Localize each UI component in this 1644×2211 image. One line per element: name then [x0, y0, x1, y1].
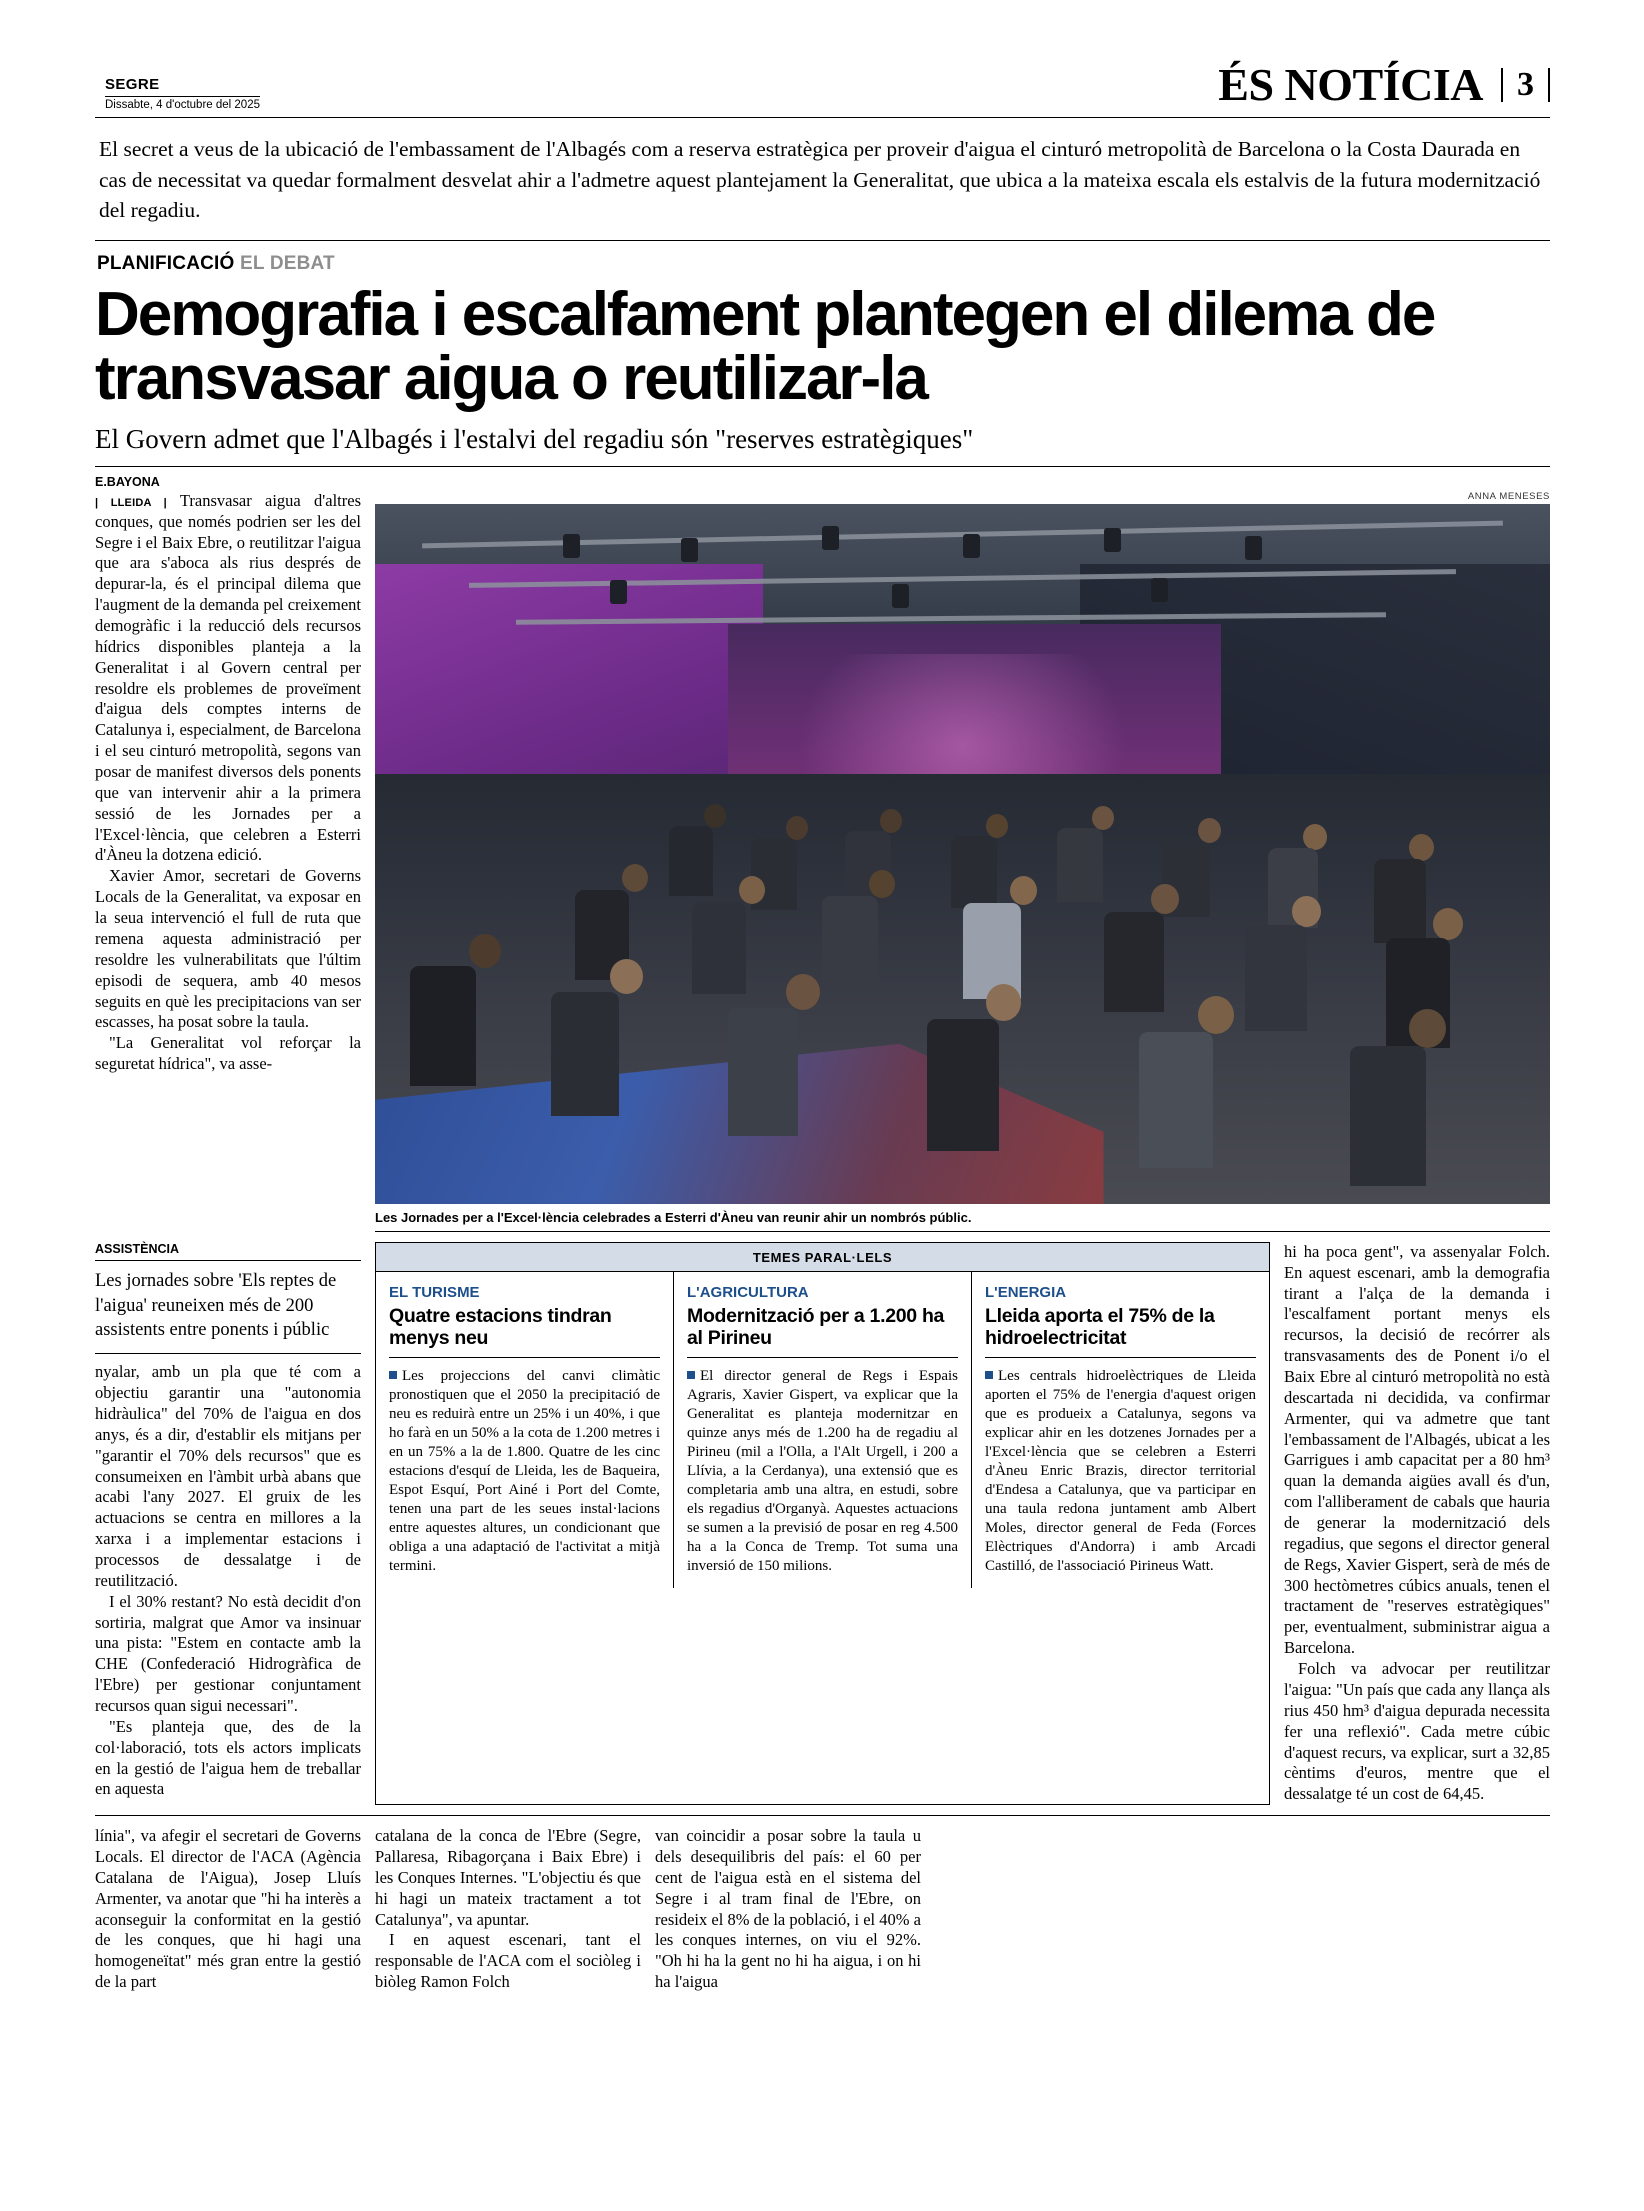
article-body-col4b [655, 1826, 921, 1993]
photo-image [375, 504, 1550, 1204]
article-body-col1b [95, 1362, 361, 1800]
paragraph-text: "La Generalitat vol reforçar la seguretat hídrica", va asse- [95, 1033, 361, 1074]
photo-person [739, 876, 765, 904]
photo-person [822, 896, 878, 988]
photo-credit: ANNA MENESES [1467, 490, 1550, 502]
masthead-left [95, 76, 260, 111]
photo-person [1092, 806, 1114, 830]
photo-stage-light [822, 526, 839, 550]
byline-row [95, 467, 1550, 489]
photo-caption: Les Jornades per a l'Excel·lència celebrades a Esterri d'Àneu van reunir ahir un nombrós públic. [375, 1204, 1550, 1232]
paragraph: hi ha poca gent", va assenyalar Folch. En aquest escenari, amb la demografia tirant a l'alça de la demanda i l'escalfament portant menys els recursos, la decisió de recórrer als transvasaments des de Ponent i/o el Baix Ebre al cinturó metropolità no està descartada ni decidida, va confirmar Armenter, qui va admetre que tant l'embassament de l'Albagés, ubicat a les Garrigues i amb capacitat per a 80 hm³ quan la demanda aigües avall és d'un, com l'alliberament de cabals que hauria de generar la modernització dels regadius, que segons el director general de Regs, Xavier Gispert, serà de més de 300 hectòmetres cúbics anuals, tenen el tractament de "reserves estratègiques" per, eventualment, subministrar aigua a Barcelona. [1284, 1241, 1550, 1658]
photo-person [1292, 896, 1321, 927]
photo-person [1198, 818, 1221, 843]
assistencia-column [95, 1242, 361, 1805]
page-sheet [95, 58, 1550, 2148]
parallel-topics-header: TEMES PARAL·LELS [376, 1243, 1269, 1272]
topic-body [985, 1367, 1256, 1577]
paragraph [95, 491, 361, 866]
lower-region [95, 1242, 1550, 1805]
paragraph: Folch va advocar per reutilitzar l'aigua: "Un país que cada any llança als rius 450 hm³ d'aigua depurada necessita fer una reflexió". Cada metre cúbic d'aquest recurs, va explicar, surt a 32,85 cèntims d'euros, mentre que el dessalatge té un cost de 64,45. [1284, 1659, 1550, 1804]
photo-stage-light [610, 580, 627, 604]
topic-body [687, 1367, 958, 1577]
photo-person [1409, 1009, 1446, 1048]
parallel-topics-columns [376, 1272, 1269, 1589]
bottom-column-3 [655, 1826, 921, 1993]
issue-date: Dissabte, 4 d'octubre del 2025 [105, 96, 260, 111]
photo-person [986, 984, 1021, 1021]
bottom-column-2 [375, 1826, 641, 1993]
photo-block [375, 491, 1550, 1232]
topic-body-text: Les projeccions del canvi climàtic pronostiquen que el 2050 la precipitació de neu es reduirà entre un 25% i un 40%, i que ho farà en un 50% a la cota de 1.200 metres i en un 75% a la de 1.800. Quatre de les cinc estacions d'esquí de Lleida, les de Baqueira, Espot Esquí, Port Ainé i Port del Comte, tenen una part de les seues instal·lacions entre aquestes altures, un condicionant que obliga a una adaptació de l'activitat a mitjà termini. [389, 1367, 660, 1575]
photo-stage-light [892, 584, 909, 608]
photo-person [1303, 824, 1327, 850]
author-byline: E.BAYONA [95, 474, 160, 489]
photo-person [927, 1019, 999, 1151]
article-body-col1 [95, 491, 361, 1075]
photo-person [869, 870, 895, 898]
subheadline: El Govern admet que l'Albagés i l'estalvi del regadiu són "reserves estratègiques" [95, 417, 1550, 466]
parallel-topic-agriculture [673, 1272, 971, 1589]
photo-person [786, 816, 808, 840]
paragraph [95, 1033, 361, 1075]
article-column-1 [95, 491, 361, 1232]
photo-person [986, 814, 1008, 838]
photo-person [880, 809, 902, 833]
section-kicker [95, 241, 1550, 281]
photo-person [951, 836, 997, 908]
article-body-colright [1284, 1242, 1550, 1805]
photo-stage-light [1104, 528, 1121, 552]
paragraph: I en aquest escenari, tant el responsable de l'ACA com el sociòleg i biòleg Ramon Folch [375, 1930, 641, 1992]
paragraph-text: Xavier Amor, secretari de Governs Locals de la Generalitat, va exposar en la seua intervenció el full de ruta que remena aquesta administració per resoldre les vulnerabilitats que l'últim episodi de sequera, amb 40 mesos seguits en què les precipitacions van ser escasses, ha posat sobre la taula. [95, 866, 361, 1032]
photo-person [786, 974, 820, 1010]
photo-person [410, 966, 476, 1086]
article-body-col3b [375, 1826, 641, 1993]
photo-stage-light [1245, 536, 1262, 560]
headline: Demografia i escalfament plantegen el dilema de transvasar aigua o reutilizar-la [95, 279, 1435, 414]
section-title: ÉS NOTÍCIA [1218, 59, 1483, 110]
paragraph: catalana de la conca de l'Ebre (Segre, Pallaresa, Ribagorçana i Baix Ebre) i les Conques Internes. "L'objectiu és que hi hagi un mateix tractament a tot Catalunya", va apuntar. [375, 1826, 641, 1929]
topic-kicker: L'ENERGIA [985, 1283, 1067, 1301]
photo-person [728, 1008, 798, 1136]
photo-person [1057, 828, 1103, 902]
photo-person [622, 864, 648, 892]
bottom-region [95, 1815, 1550, 1993]
topic-body-text: Les centrals hidroelèctriques de Lleida aporten el 75% de l'energia d'aquest origen que es produeix a Catalunya, segons va explicar ahir en les dotzenes Jornades per a l'Excel·lència que se celebren a Esterri d'Àneu Enric Brazis, director territorial d'Endesa a Catalunya, que va participar en una taula redona juntament amb Albert Moles, director general de Feda (Forces Elèctriques d'Andorra) i amb Arcadi Castilló, de l'associació Pirineus Watt. [985, 1367, 1256, 1575]
photo-person [610, 959, 643, 994]
byline-col [95, 467, 361, 489]
article-body-col2b [95, 1826, 361, 1993]
bottom-column-1 [95, 1826, 361, 1993]
topic-kicker: EL TURISME [389, 1283, 480, 1301]
paragraph-text: Transvasar aigua d'altres conques, que només podrien ser les del Segre i el Baix Ebre, o reutilitzar l'aigua que ara s'aboca als rius després de depurar-la, és el principal dilema que l'augment de la demanda pel creixement demogràfic i la reducció dels recursos hídrics disponibles planteja a la Generalitat i al Govern central per resoldre els problemes de proveïment d'aigua dels comptes interns de Catalunya i, especialment, de Barcelona i el seu cinturó metropolità, segons van posar de manifest diversos dels ponents que van intervenir ahir a la primera sessió de les Jornades per a l'Excel·lència, que celebren a Esterri d'Àneu la dotzena edició. [95, 490, 361, 865]
topic-body-text: El director general de Regs i Espais Agraris, Xavier Gispert, va explicar que la Generalitat es planteja modernitzar en quinze anys més de 1.200 ha de regadiu al Pirineu (mil a l'Olla, a l'Alt Urgell, i 200 a Llívia, a la Cerdanya), una extensió que es completaria amb una altra, en estudi, sobre els regadius d'Organyà. Aquestes actuacions se sumen a la previsió de posar en reg 4.500 ha a la Conca de Tremp. Tot suma una inversió de 150 milions. [687, 1367, 958, 1575]
photo-person [1010, 876, 1037, 905]
photo-stage-light [963, 534, 980, 558]
assistencia-text: Les jornades sobre 'Els reptes de l'aigua' reuneixen més de 200 assistents entre ponents i públic [95, 1261, 361, 1354]
bottom-column-4 [935, 1826, 1201, 1993]
masthead [95, 58, 1550, 118]
photo-person [1409, 834, 1434, 861]
assistencia-label: ASSISTÈNCIA [95, 1242, 361, 1261]
photo-person [1104, 912, 1164, 1012]
paragraph [95, 866, 361, 1033]
dateline: | LLEIDA | [95, 496, 167, 509]
photo-person [1245, 925, 1307, 1031]
parallel-topic-energy [971, 1272, 1269, 1589]
parallel-topics-box [375, 1242, 1270, 1805]
paragraph: van coincidir a posar sobre la taula u dels desequilibris del país: el 60 per cent de l'aigua està en el sistema del Segre i al tram final de l'Ebre, on resideix el 8% de la població, i el 40% a les conques internes, on viu el 92%. "Oh hi ha la gent no hi ha aigua, i on hi ha l'aigua [655, 1826, 921, 1992]
photo-person [963, 903, 1021, 999]
rule-right-icon [1548, 68, 1550, 102]
topic-kicker: L'AGRICULTURA [687, 1283, 809, 1301]
photo-person [1350, 1046, 1426, 1186]
brand-name: SEGRE [105, 76, 160, 93]
photo-person [1151, 884, 1179, 914]
photo-person [704, 804, 726, 828]
photo-person [692, 902, 746, 994]
photo-person [1198, 996, 1234, 1034]
paragraph: I el 30% restant? No està decidit d'on sortiria, malgrat que Amor va insinuar una pista: "Estem en contacte amb la CHE (Confederació Hidrogràfica de l'Ebre) per gestionar conjuntament recursos quan sigui necessari". [95, 1591, 361, 1715]
kicker-primary: PLANIFICACIÓ [97, 252, 235, 274]
bullet-square-icon [985, 1371, 993, 1379]
topic-title: Modernització per a 1.200 ha al Pirineu [687, 1305, 958, 1358]
photo-person [1139, 1032, 1213, 1168]
standfirst: El secret a veus de la ubicació de l'embassament de l'Albagés com a reserva estratègica per proveir d'aigua el cinturó metropolità de Barcelona o la Costa Daurada en cas de necessitat va quedar formalment desvelat ahir a l'admetre aquest plantejament la Generalitat, que ubica a la mateixa escala els estalvis de la futura modernització del regadiu. [95, 118, 1550, 241]
top-region [95, 491, 1550, 1232]
paragraph: "Es planteja que, des de la col·laboració, tots els actors implicats en la gestió de l'aigua hem de treballar en aquesta [95, 1716, 361, 1799]
page-number: 3 [1517, 65, 1534, 103]
photo-stage-light [1151, 578, 1168, 602]
photo-person [551, 992, 619, 1116]
topic-title: Quatre estacions tindran menys neu [389, 1305, 660, 1358]
photo-stage-light [563, 534, 580, 558]
topic-body [389, 1367, 660, 1577]
page-number-group [1501, 66, 1550, 104]
photo-person [669, 826, 713, 896]
article-column-right [1284, 1242, 1550, 1805]
paragraph: nyalar, amb un pla que té com a objectiu garantir una "autonomia hidràulica" del 70% de l'aigua en dos anys, és a dir, d'establir els mitjans per "garantir el 70% dels recursos" que es consumeixen en l'àmbit urbà abans que acabi l'any 2027. El gruix de les actuacions se centra en millores a la xarxa i a implementar estacions i processos de dessalatge i de reutilització. [95, 1362, 361, 1590]
parallel-topic-tourism [376, 1272, 673, 1589]
paragraph: línia", va afegir el secretari de Governs Locals. El director de l'ACA (Agència Catalana de l'Aigua), Josep Lluís Armenter, va anotar que "hi ha interès a aconseguir la conformitat en la gestió de les conques, que hi hagi una homogeneïtat" més gran entre la gestió de la part [95, 1826, 361, 1992]
masthead-right [1218, 58, 1550, 111]
photo-person [469, 934, 501, 968]
photo-person [1374, 859, 1426, 943]
bullet-square-icon [389, 1371, 397, 1379]
bullet-square-icon [687, 1371, 695, 1379]
photo-stage-light [681, 538, 698, 562]
kicker-secondary: EL DEBAT [240, 252, 335, 274]
rule-left-icon [1501, 68, 1503, 102]
topic-title: Lleida aporta el 75% de la hidroelectricitat [985, 1305, 1256, 1358]
photo-person [1433, 908, 1463, 940]
